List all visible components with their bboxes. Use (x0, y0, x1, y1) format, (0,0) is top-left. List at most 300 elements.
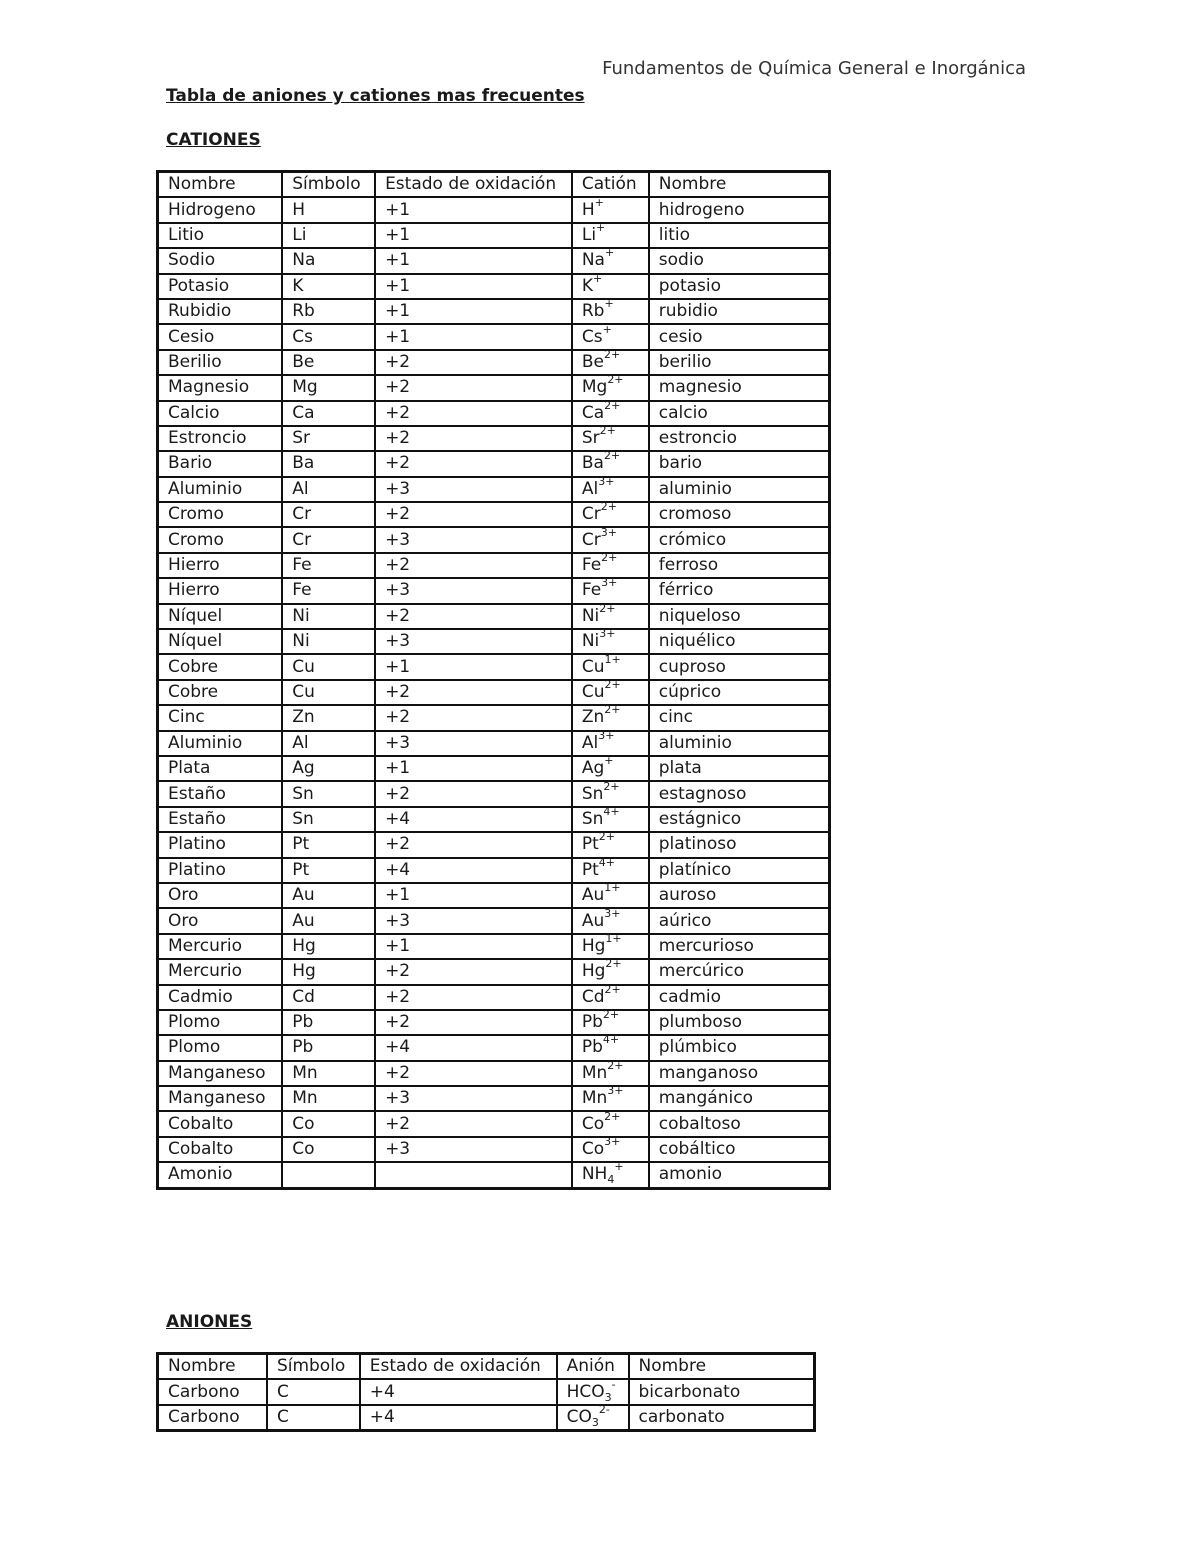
ion-formula-cell (572, 578, 649, 603)
element-name-cell: Cesio (158, 324, 283, 349)
table-row (158, 832, 830, 857)
ion-charge: 2+ (603, 449, 621, 463)
ion-name-cell: potasio (649, 274, 830, 299)
symbol-cell: Hg (282, 934, 375, 959)
ion-name-cell: magnesio (649, 375, 830, 400)
table-row (158, 985, 830, 1010)
ion-charge: 3+ (598, 474, 615, 488)
oxidation-state-cell: +2 (375, 451, 572, 476)
ion-formula-cell (572, 197, 649, 222)
symbol-cell: Mg (282, 375, 375, 400)
ion-base: Pt (581, 859, 599, 880)
cations-table-body (158, 172, 830, 1189)
oxidation-state-cell: +2 (375, 781, 572, 806)
ion-base: Cs (581, 326, 603, 347)
ion-charge: 4+ (602, 1033, 620, 1047)
ion-formula-cell (572, 347, 649, 375)
table-row (158, 248, 830, 273)
ion-base: Mn (581, 1062, 608, 1083)
symbol-cell: Cu (282, 680, 375, 705)
oxidation-state-cell: +1 (375, 883, 572, 908)
ion-formula-cell (572, 1035, 649, 1060)
ion-charge: - (611, 1377, 616, 1391)
table-row (158, 350, 830, 375)
column-header-simbolo: Símbolo (267, 1354, 360, 1380)
ion-formula-cell (572, 883, 649, 908)
ion-name-cell: aluminio (649, 477, 830, 502)
element-name-cell: Cinc (158, 705, 283, 730)
ion-name-cell: plúmbico (649, 1035, 830, 1060)
ion-base: Hg (581, 961, 606, 982)
ion-base: Na (581, 250, 605, 271)
ion-formula-cell (557, 1402, 629, 1431)
element-name-cell: Berilio (158, 350, 283, 375)
column-header-estado-oxidacion: Estado de oxidación (360, 1354, 557, 1380)
table-row (158, 401, 830, 426)
cations-table (156, 170, 831, 1190)
table-header-row (158, 1354, 815, 1380)
ion-formula-cell (572, 756, 649, 781)
element-name-cell: Platino (158, 832, 283, 857)
element-name-cell: Cobalto (158, 1111, 283, 1136)
ion-name-cell: cromoso (649, 502, 830, 527)
table-row (158, 629, 830, 654)
ion-name-cell: sodio (649, 248, 830, 273)
symbol-cell: Cr (282, 527, 375, 552)
element-name-cell: Estaño (158, 781, 283, 806)
table-row (158, 477, 830, 502)
oxidation-state-cell: +1 (375, 223, 572, 248)
ion-charge: 4+ (603, 804, 620, 818)
symbol-cell: H (282, 197, 375, 222)
ion-base: Au (581, 885, 605, 906)
symbol-cell: C (267, 1379, 360, 1404)
ion-base: Au (581, 910, 605, 931)
ion-name-cell: estagnoso (649, 781, 830, 806)
table-row (158, 375, 830, 400)
element-name-cell: Estaño (158, 807, 283, 832)
ion-charge: + (594, 195, 604, 209)
element-name-cell: Litio (158, 223, 283, 248)
ion-base: Sr (581, 428, 600, 449)
ion-formula-cell (572, 959, 649, 984)
ion-formula-cell (572, 1111, 649, 1136)
oxidation-state-cell: +2 (375, 375, 572, 400)
ion-name-cell: calcio (649, 401, 830, 426)
ion-name-cell: cadmio (649, 985, 830, 1010)
ion-formula-cell (572, 271, 649, 299)
ion-charge: 2+ (601, 551, 618, 565)
symbol-cell: Mn (282, 1061, 375, 1086)
oxidation-state-cell: +4 (360, 1379, 557, 1404)
ion-formula-cell (572, 451, 649, 476)
ion-name-cell: aúrico (649, 908, 830, 933)
table-row (158, 324, 830, 349)
symbol-cell: Fe (282, 578, 375, 603)
ion-name-cell: aluminio (649, 731, 830, 756)
symbol-cell (282, 1162, 375, 1188)
ion-name-cell: cúprico (649, 680, 830, 705)
ion-formula-cell (572, 982, 649, 1010)
ion-formula-cell (572, 220, 649, 248)
anions-section-title: ANIONES (166, 1312, 253, 1332)
table-row (158, 1111, 830, 1136)
table-row (158, 705, 830, 730)
table-row (158, 451, 830, 476)
symbol-cell: Pt (282, 832, 375, 857)
ion-charge: 2+ (599, 601, 616, 615)
ion-charge: + (602, 322, 612, 336)
ion-name-cell: cuproso (649, 654, 830, 679)
ion-formula-cell (572, 324, 649, 349)
table-row (158, 756, 830, 781)
ion-base: Co (581, 1139, 605, 1160)
ion-base: Zn (581, 707, 605, 728)
ion-formula-cell (572, 299, 649, 324)
oxidation-state-cell: +3 (375, 1137, 572, 1162)
symbol-cell: Ca (282, 401, 375, 426)
ion-name-cell: amonio (649, 1162, 830, 1188)
ion-formula-cell (572, 601, 649, 629)
ion-name-cell: hidrogeno (649, 197, 830, 222)
element-name-cell: Calcio (158, 401, 283, 426)
symbol-cell: K (282, 274, 375, 299)
ion-base: Be (581, 351, 604, 372)
ion-base: Pt (581, 834, 599, 855)
ion-name-cell: bicarbonato (629, 1379, 815, 1404)
element-name-cell: Hierro (158, 553, 283, 578)
ion-base: Ni (581, 631, 600, 652)
element-name-cell: Mercurio (158, 934, 283, 959)
table-row (158, 731, 830, 756)
ion-formula-cell (572, 908, 649, 933)
table-row (158, 1379, 815, 1404)
ion-base: Sn (581, 808, 604, 829)
table-row (158, 781, 830, 806)
ion-base: Cu (581, 656, 605, 677)
ion-charge: 2+ (602, 1008, 620, 1022)
ion-charge: 2- (598, 1402, 610, 1416)
ion-formula-cell (572, 654, 649, 679)
symbol-cell: Au (282, 883, 375, 908)
ion-charge: + (604, 754, 614, 768)
oxidation-state-cell: +3 (375, 578, 572, 603)
oxidation-state-cell: +1 (375, 274, 572, 299)
element-name-cell: Rubidio (158, 299, 283, 324)
ion-formula-cell (572, 375, 649, 400)
ion-base: Cr (581, 504, 601, 525)
ion-name-cell: carbonato (629, 1405, 815, 1431)
oxidation-state-cell: +1 (375, 934, 572, 959)
element-name-cell: Níquel (158, 629, 283, 654)
element-name-cell: Aluminio (158, 731, 283, 756)
ion-name-cell: bario (649, 451, 830, 476)
ion-name-cell: férrico (649, 578, 830, 603)
ion-subscript: 3 (591, 1415, 599, 1429)
ion-formula-cell (572, 1010, 649, 1035)
oxidation-state-cell: +2 (375, 705, 572, 730)
ion-formula-cell (572, 680, 649, 705)
ion-name-cell: estágnico (649, 807, 830, 832)
table-row (158, 604, 830, 629)
oxidation-state-cell: +2 (375, 553, 572, 578)
ion-charge: 2+ (604, 398, 621, 412)
symbol-cell: Rb (282, 299, 375, 324)
ion-formula-cell (557, 1379, 629, 1404)
ion-formula-cell (572, 1086, 649, 1111)
element-name-cell: Sodio (158, 248, 283, 273)
ion-formula-cell (572, 502, 649, 527)
element-name-cell: Hidrogeno (158, 197, 283, 222)
oxidation-state-cell: +3 (375, 908, 572, 933)
ion-base: Li (581, 224, 597, 245)
ion-base: K (581, 275, 593, 296)
symbol-cell: Pb (282, 1010, 375, 1035)
column-header-simbolo: Símbolo (282, 172, 375, 198)
symbol-cell: Zn (282, 705, 375, 730)
ion-formula-cell (572, 781, 649, 806)
ion-name-cell: berilio (649, 350, 830, 375)
anions-table-body (158, 1354, 815, 1431)
oxidation-state-cell: +1 (375, 654, 572, 679)
symbol-cell: Co (282, 1111, 375, 1136)
symbol-cell: Fe (282, 553, 375, 578)
ion-charge: 2+ (605, 957, 622, 971)
oxidation-state-cell: +2 (375, 604, 572, 629)
ion-base: Ni (581, 605, 600, 626)
element-name-cell: Bario (158, 451, 283, 476)
oxidation-state-cell: +3 (375, 527, 572, 552)
symbol-cell: Al (282, 477, 375, 502)
symbol-cell: C (267, 1405, 360, 1431)
column-header-estado-oxidacion: Estado de oxidación (375, 172, 572, 198)
ion-formula-cell (572, 527, 649, 552)
ion-base: Cd (581, 986, 605, 1007)
ion-subscript: 4 (607, 1173, 615, 1187)
oxidation-state-cell: +3 (375, 731, 572, 756)
table-row (158, 299, 830, 324)
ion-charge: 2+ (604, 703, 621, 717)
ion-name-cell: plumboso (649, 1010, 830, 1035)
column-header-anion: Anión (557, 1354, 629, 1380)
ion-base: Fe (581, 580, 602, 601)
ion-formula-cell (572, 705, 649, 730)
oxidation-state-cell: +3 (375, 477, 572, 502)
oxidation-state-cell: +1 (375, 248, 572, 273)
ion-charge: 1+ (605, 931, 622, 945)
symbol-cell: Au (282, 908, 375, 933)
table-row (158, 1162, 830, 1188)
element-name-cell: Mercurio (158, 959, 283, 984)
ion-name-cell: niquélico (649, 629, 830, 654)
column-header-nombre-ion: Nombre (649, 172, 830, 198)
ion-name-cell: manganoso (649, 1061, 830, 1086)
table-row (158, 654, 830, 679)
element-name-cell: Manganeso (158, 1086, 283, 1111)
ion-name-cell: plata (649, 756, 830, 781)
table-row (158, 1035, 830, 1060)
table-row (158, 908, 830, 933)
element-name-cell: Manganeso (158, 1061, 283, 1086)
oxidation-state-cell: +2 (375, 502, 572, 527)
oxidation-state-cell: +2 (375, 985, 572, 1010)
ion-formula-cell (572, 804, 649, 832)
symbol-cell: Cu (282, 654, 375, 679)
table-row (158, 680, 830, 705)
ion-name-cell: cobáltico (649, 1137, 830, 1162)
ion-name-cell: cesio (649, 324, 830, 349)
element-name-cell: Magnesio (158, 375, 283, 400)
symbol-cell: Li (282, 223, 375, 248)
ion-formula-cell (572, 248, 649, 273)
symbol-cell: Ni (282, 604, 375, 629)
table-row (158, 527, 830, 552)
ion-base: H (581, 199, 595, 220)
oxidation-state-cell: +1 (375, 756, 572, 781)
oxidation-state-cell: +3 (375, 1086, 572, 1111)
ion-name-cell: rubidio (649, 299, 830, 324)
ion-charge: 3+ (601, 576, 618, 590)
element-name-cell: Platino (158, 858, 283, 883)
element-name-cell: Cobalto (158, 1137, 283, 1162)
symbol-cell: Mn (282, 1086, 375, 1111)
table-row (158, 934, 830, 959)
ion-charge: 3+ (604, 906, 621, 920)
ion-base: Ca (581, 402, 605, 423)
symbol-cell: Pt (282, 858, 375, 883)
ion-charge: + (604, 297, 614, 311)
ion-charge: 2+ (604, 678, 621, 691)
ion-name-cell: mercúrico (649, 959, 830, 984)
element-name-cell: Carbono (158, 1379, 267, 1404)
ion-formula-cell (572, 426, 649, 451)
ion-name-cell: litio (649, 223, 830, 248)
element-name-cell: Cobre (158, 654, 283, 679)
column-header-nombre: Nombre (158, 172, 283, 198)
table-row (158, 883, 830, 908)
element-name-cell: Níquel (158, 604, 283, 629)
ion-formula-cell (572, 1137, 649, 1162)
oxidation-state-cell: +1 (375, 324, 572, 349)
ion-formula-cell (572, 629, 649, 654)
ion-name-cell: niqueloso (649, 604, 830, 629)
oxidation-state-cell: +2 (375, 401, 572, 426)
ion-charge: 2+ (603, 779, 620, 793)
element-name-cell: Plata (158, 756, 283, 781)
ion-charge: 2+ (604, 982, 621, 996)
ion-base: Pb (581, 1012, 603, 1033)
element-name-cell: Aluminio (158, 477, 283, 502)
element-name-cell: Cadmio (158, 985, 283, 1010)
symbol-cell: Ag (282, 756, 375, 781)
element-name-cell: Hierro (158, 578, 283, 603)
ion-charge: 2+ (607, 373, 624, 387)
ion-base: Sn (581, 783, 604, 804)
oxidation-state-cell: +4 (375, 807, 572, 832)
ion-formula-cell (572, 1058, 649, 1086)
oxidation-state-cell: +4 (360, 1405, 557, 1431)
symbol-cell: Sr (282, 426, 375, 451)
ion-charge: 1+ (604, 881, 621, 895)
element-name-cell: Cobre (158, 680, 283, 705)
element-name-cell: Estroncio (158, 426, 283, 451)
ion-name-cell: mangánico (649, 1086, 830, 1111)
ion-base: Cr (581, 529, 601, 550)
ion-charge: 3+ (598, 728, 615, 742)
oxidation-state-cell (375, 1162, 572, 1188)
symbol-cell: Cd (282, 985, 375, 1010)
cations-section-title: CATIONES (166, 130, 261, 150)
table-row (158, 426, 830, 451)
table-row (158, 1137, 830, 1162)
symbol-cell: Sn (282, 781, 375, 806)
table-row (158, 858, 830, 883)
ion-charge: + (604, 246, 615, 260)
ion-formula-cell (572, 728, 649, 756)
element-name-cell: Oro (158, 908, 283, 933)
symbol-cell: Al (282, 731, 375, 756)
symbol-cell: Na (282, 248, 375, 273)
ion-charge: + (593, 271, 603, 285)
oxidation-state-cell: +1 (375, 299, 572, 324)
ion-charge: 2+ (598, 830, 615, 844)
oxidation-state-cell: +2 (375, 959, 572, 984)
ion-charge: 4+ (598, 855, 615, 869)
ion-charge: 2+ (607, 1058, 624, 1072)
ion-base: Al (581, 732, 599, 753)
ion-formula-cell (572, 474, 649, 502)
page-header: Fundamentos de Química General e Inorgánica (602, 58, 1026, 79)
oxidation-state-cell: +3 (375, 629, 572, 654)
oxidation-state-cell: +2 (375, 680, 572, 705)
ion-base: NH (581, 1164, 608, 1185)
ion-charge: + (614, 1160, 624, 1174)
oxidation-state-cell: +4 (375, 1035, 572, 1060)
ion-name-cell: estroncio (649, 426, 830, 451)
ion-name-cell: crómico (649, 527, 830, 552)
ion-formula-cell (572, 553, 649, 578)
ion-formula-cell (572, 931, 649, 959)
symbol-cell: Hg (282, 959, 375, 984)
anions-table (156, 1352, 816, 1432)
symbol-cell: Cr (282, 502, 375, 527)
symbol-cell: Pb (282, 1035, 375, 1060)
element-name-cell: Plomo (158, 1035, 283, 1060)
table-row (158, 502, 830, 527)
ion-formula-cell (572, 832, 649, 857)
ion-charge: 2+ (599, 424, 616, 438)
ion-base: Rb (581, 301, 605, 322)
table-header-row (158, 172, 830, 198)
oxidation-state-cell: +2 (375, 1111, 572, 1136)
ion-name-cell: cobaltoso (649, 1111, 830, 1136)
document-title: Tabla de aniones y cationes mas frecuentes (166, 86, 585, 106)
oxidation-state-cell: +2 (375, 1010, 572, 1035)
element-name-cell: Potasio (158, 274, 283, 299)
table-row (158, 553, 830, 578)
ion-charge: + (596, 220, 606, 234)
ion-name-cell: platínico (649, 858, 830, 883)
ion-formula-cell (572, 855, 649, 883)
oxidation-state-cell: +2 (375, 350, 572, 375)
ion-base: Mg (581, 377, 608, 398)
column-header-cation: Catión (572, 172, 649, 198)
oxidation-state-cell: +2 (375, 832, 572, 857)
symbol-cell: Sn (282, 807, 375, 832)
column-header-nombre: Nombre (158, 1354, 267, 1380)
ion-name-cell: cinc (649, 705, 830, 730)
symbol-cell: Ni (282, 629, 375, 654)
